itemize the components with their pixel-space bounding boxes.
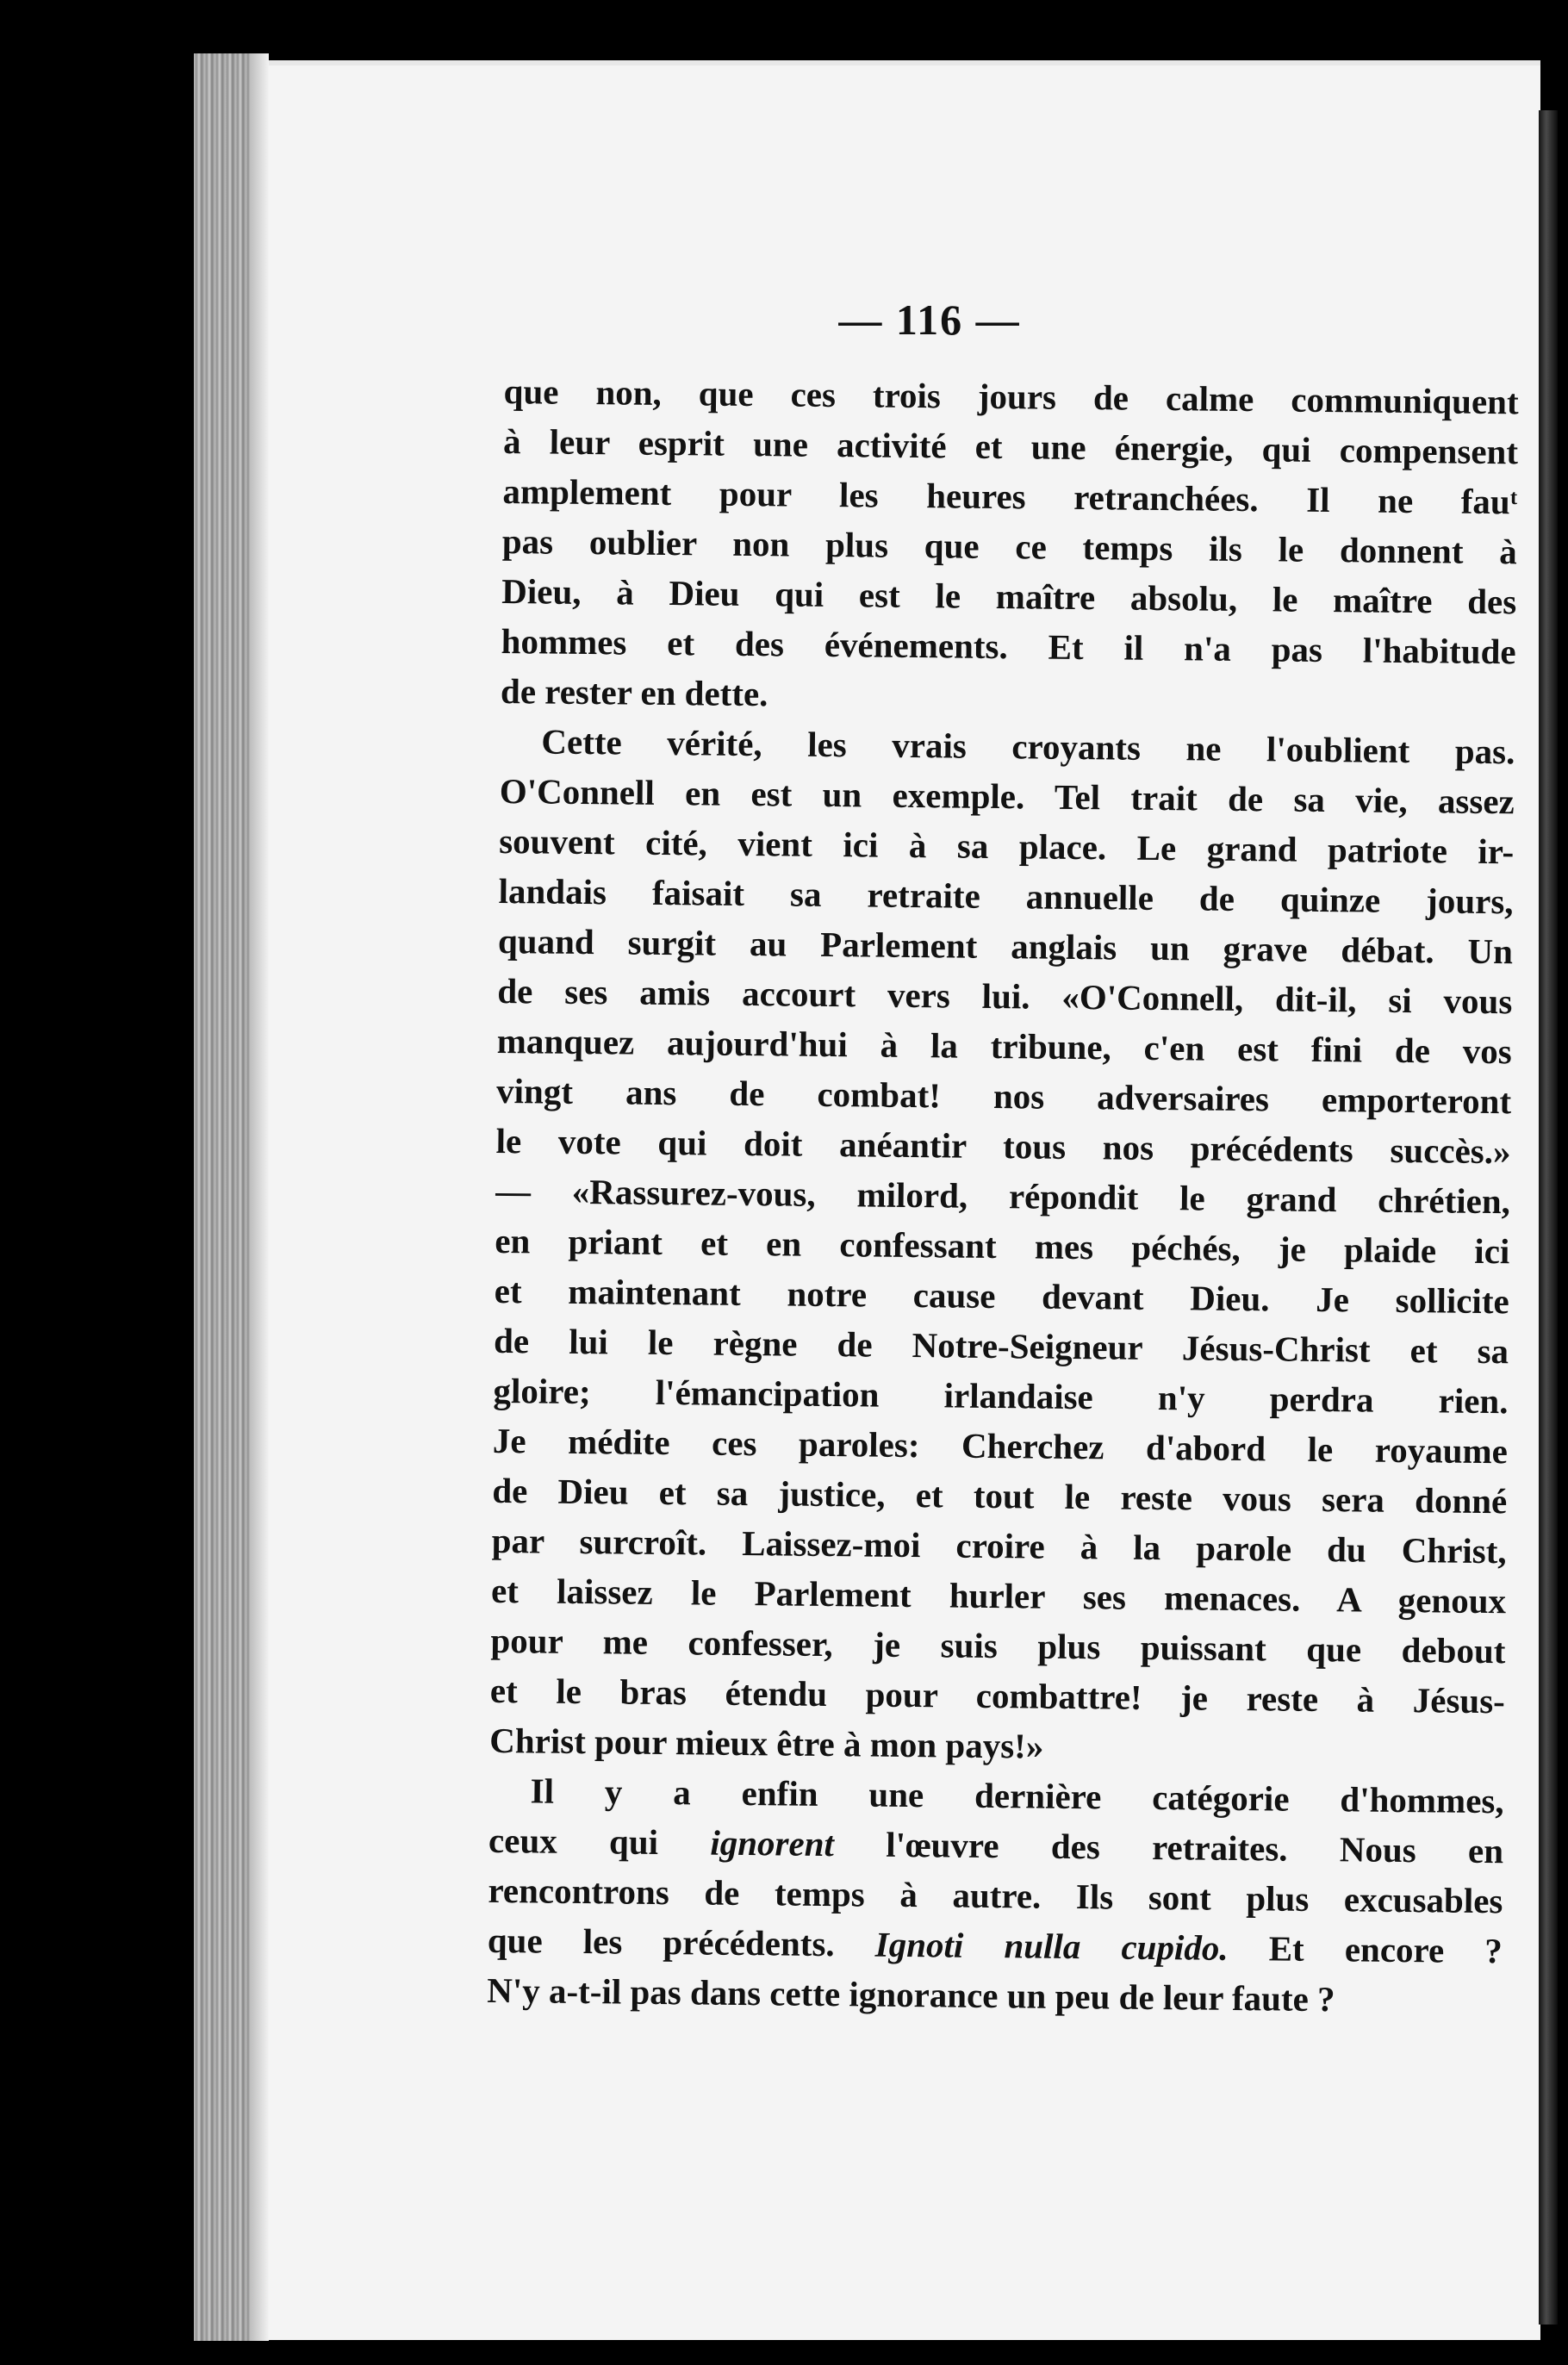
text-line: Cette vérité, les vrais croyants ne l'oublient pas. <box>541 721 1515 772</box>
text-line: de lui le règne de Notre-Seigneur Jésus-Christ et sa <box>493 1320 1509 1372</box>
text-fragment: Et encore ? <box>1268 1928 1503 1971</box>
text-line: — «Rassurez-vous, milord, répondit le grand chrétien, <box>495 1170 1511 1222</box>
text-line: gloire; l'émancipation irlandaise n'y perdra rien. <box>493 1370 1509 1422</box>
text-line: Christ pour mieux être à mon pays!» <box>489 1720 1044 1766</box>
text-line: de ses amis accourt vers lui. «O'Connell, dit-il, si vous <box>497 970 1513 1022</box>
page-header <box>258 295 1540 345</box>
text-line: à leur esprit une activité et une énergie, qui compensent <box>502 420 1519 472</box>
text-line: Dieu, à Dieu qui est le maître absolu, le maître des <box>501 570 1517 622</box>
text-line: rencontrons de temps à autre. Ils sont plus excusables <box>488 1870 1503 1921</box>
text-line: que non, que ces trois jours de calme communiquent <box>503 370 1519 422</box>
text-line: pour me confesser, je suis plus puissant que debout <box>490 1620 1506 1671</box>
text-line: quand surgit au Parlement anglais un grave débat. Un <box>497 920 1514 972</box>
text-fragment: ceux qui <box>488 1820 659 1862</box>
text-line: O'Connell en est un exemple. Tel trait de sa vie, assez <box>499 770 1515 822</box>
text-line: et maintenant notre cause devant Dieu. Je sollicite <box>494 1270 1509 1322</box>
text-line: Je médite ces paroles: Cherchez d'abord le royaume <box>492 1420 1509 1472</box>
text-line: landais faisait sa retraite annuelle de quinze jours, <box>498 870 1514 922</box>
text-line: souvent cité, vient ici à sa place. Le grand patriote ir- <box>498 820 1515 872</box>
page-number: — 116 — <box>838 296 1021 344</box>
text-line: hommes et des événements. Et il n'a pas l'habitude <box>501 620 1516 672</box>
text-line: par surcroît. Laissez-moi croire à la parole du Christ, <box>491 1520 1507 1571</box>
text-line: en priant et en confessant mes péchés, je plaide ici <box>495 1220 1510 1272</box>
text-line: le vote qui doit anéantir tous nos précédents succès.» <box>495 1120 1511 1172</box>
latin-quote: Ignoti nulla cupido. <box>874 1924 1229 1968</box>
text-line: N'y a-t-il pas dans cette ignorance un peu de leur faute ? <box>487 1970 1335 2020</box>
text-line: Il y a enfin une dernière catégorie d'hommes, <box>530 1771 1504 1821</box>
body-text <box>484 366 1519 2268</box>
gutter-shadow <box>250 53 269 2341</box>
text-line: pas oublier non plus que ce temps ils le donnent à <box>501 520 1518 572</box>
text-line: de Dieu et sa justice, et tout le reste vous sera donné <box>492 1470 1508 1522</box>
text-line: vingt ans de combat! nos adversaires emporteront <box>495 1070 1512 1122</box>
text-line: de rester en dette. <box>500 670 768 714</box>
book-binding-edge <box>194 53 258 2341</box>
text-line: manquez aujourd'hui à la tribune, c'en est fini de vos <box>496 1020 1512 1072</box>
text-fragment: que les précédents. <box>487 1920 835 1964</box>
text-fragment: l'œuvre des retraites. Nous en <box>885 1824 1504 1871</box>
italic-word: ignorent <box>710 1822 835 1864</box>
text-line: et laissez le Parlement hurler ses menaces. A genoux <box>490 1570 1507 1621</box>
next-page-edge <box>1539 110 1558 2325</box>
text-line: amplement pour les heures retranchées. Il ne fauᵗ <box>502 470 1518 522</box>
text-line: et le bras étendu pour combattre! je reste à Jésus- <box>489 1670 1506 1721</box>
